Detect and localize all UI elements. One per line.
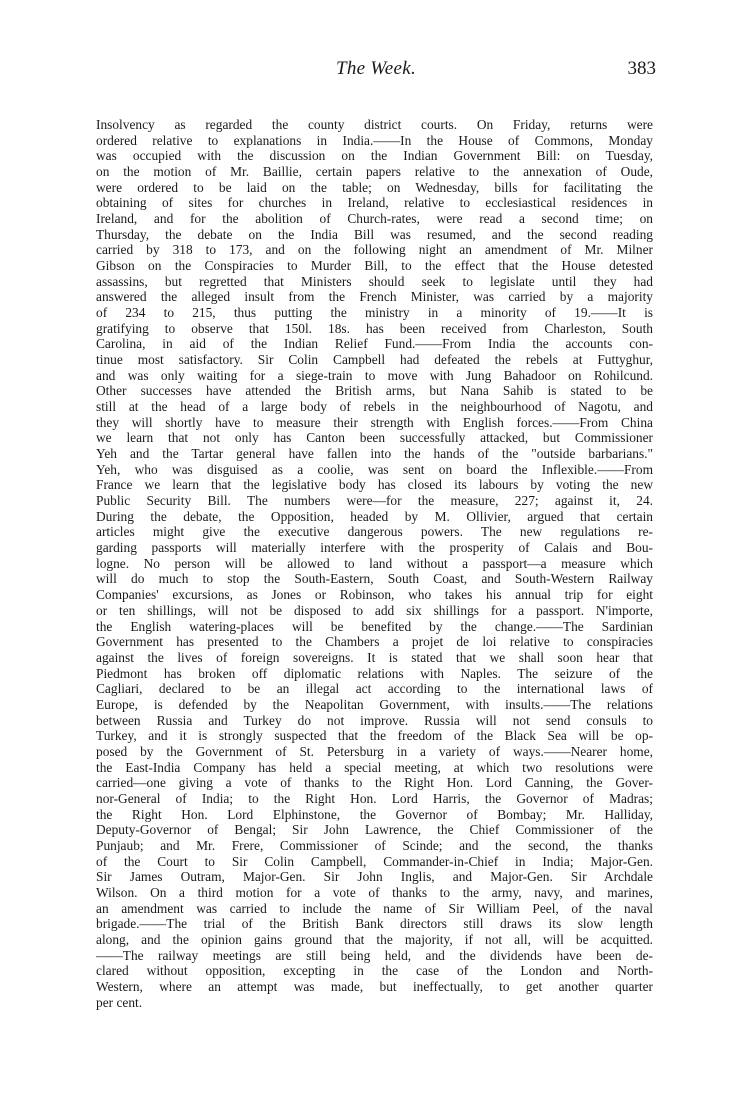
text-line: Deputy-Governor of Bengal; Sir John Lawrence, the Chief Commissioner of the xyxy=(96,822,653,838)
text-line: posed by the Government of St. Petersburg in a variety of ways.——Nearer home, xyxy=(96,743,653,759)
text-line: assassins, but regretted that Ministers should seek to legislate until they had xyxy=(96,273,653,289)
text-line: answered the alleged insult from the French Minister, was carried by a majority xyxy=(96,289,653,305)
text-line: Insolvency as regarded the county district courts. On Friday, returns were xyxy=(96,117,653,132)
text-line: Other successes have attended the British arms, but Nana Sahib is stated to be xyxy=(96,383,653,399)
text-line: gratifying to observe that 150l. 18s. has been received from Charleston, South xyxy=(96,320,653,336)
text-line: and was only waiting for a siege-train to move with Jung Bahadoor on Rohilcund. xyxy=(96,367,653,383)
text-line: articles might give the executive dangerous powers. The new regulations re- xyxy=(96,524,653,540)
text-line: the Right Hon. Lord Elphinstone, the Governor of Bombay; Mr. Halliday, xyxy=(96,806,653,822)
text-line: Government has presented to the Chambers a projet de loi relative to conspiracies xyxy=(96,634,653,650)
text-line: France we learn that the legislative body has closed its labours by voting the new xyxy=(96,477,653,493)
text-line: Wilson. On a third motion for a vote of thanks to the army, navy, and marines, xyxy=(96,884,653,900)
text-line: will do much to stop the South-Eastern, South Coast, and South-Western Railway xyxy=(96,571,653,587)
text-line: of the Court to Sir Colin Campbell, Commander-in-Chief in India; Major-Gen. xyxy=(96,853,653,869)
text-line: an amendment was carried to include the name of Sir William Peel, of the naval xyxy=(96,900,653,916)
text-line: against the lives of foreign sovereigns. It is stated that we shall soon hear that xyxy=(96,649,653,665)
text-line: still at the head of a large body of rebels in the neighbourhood of Nagotu, and xyxy=(96,399,653,415)
text-line: ordered relative to explanations in India.——In the House of Commons, Monday xyxy=(96,132,653,148)
text-line: logne. No person will be allowed to land without a passport—a measure which xyxy=(96,555,653,571)
text-line: Ireland, and for the abolition of Church-rates, were read a second time; on xyxy=(96,211,653,227)
text-line: tinue most satisfactory. Sir Colin Campbell had defeated the rebels at Futtyghur, xyxy=(96,352,653,368)
text-line: Gibson on the Conspiracies to Murder Bill, to the effect that the House detested xyxy=(96,258,653,274)
text-line: Piedmont has broken off diplomatic relations with Naples. The seizure of the xyxy=(96,665,653,681)
text-line: carried—one giving a vote of thanks to the Right Hon. Lord Canning, the Gover- xyxy=(96,775,653,791)
text-line: Yeh, who was disguised as a coolie, was sent on board the Inflexible.——From xyxy=(96,461,653,477)
text-line: on the motion of Mr. Baillie, certain papers relative to the annexation of Oude, xyxy=(96,164,653,180)
text-line: Cagliari, declared to be an illegal act according to the international laws of xyxy=(96,681,653,697)
text-line: Punjaub; and Mr. Frere, Commissioner of Scinde; and the second, the thanks xyxy=(96,837,653,853)
text-line: or ten shillings, will not be disposed to add six shillings for a passport. N'importe, xyxy=(96,602,653,618)
text-line: between Russia and Turkey do not improve. Russia will not send consuls to xyxy=(96,712,653,728)
text-line: of 234 to 215, thus putting the ministry in a minority of 19.——It is xyxy=(96,305,653,321)
text-line: carried by 318 to 173, and on the following night an amendment of Mr. Milner xyxy=(96,242,653,258)
text-line: the East-India Company has held a special meeting, at which two resolutions were xyxy=(96,759,653,775)
text-line: were ordered to be laid on the table; on Wednesday, bills for facilitating the xyxy=(96,179,653,195)
text-line: obtaining of sites for churches in Ireland, relative to ecclesiastical residences in xyxy=(96,195,653,211)
text-line: garding passports will materially interfere with the prosperity of Calais and Bou- xyxy=(96,540,653,556)
text-line: Turkey, and it is strongly suspected that the freedom of the Black Sea will be op- xyxy=(96,728,653,744)
text-line: per cent. xyxy=(96,994,143,1010)
text-line: During the debate, the Opposition, headed by M. Ollivier, argued that certain xyxy=(96,508,653,524)
text-line: Companies' excursions, as Jones or Robinson, who takes his annual trip for eight xyxy=(96,587,653,603)
text-line: we learn that not only has Canton been successfully attacked, but Commissioner xyxy=(96,430,653,446)
text-line: the English watering-places will be benefited by the change.——The Sardinian xyxy=(96,618,653,634)
text-line: they will shortly have to measure their strength with English forces.——From China xyxy=(96,414,653,430)
body-paragraph xyxy=(96,117,653,1010)
text-line: Yeh and the Tartar general have fallen into the hands of the "outside barbarians." xyxy=(96,446,653,462)
page-number: 383 xyxy=(627,58,656,79)
text-line: clared without opposition, excepting in the case of the London and North- xyxy=(96,963,653,979)
text-line: was occupied with the discussion on the Indian Government Bill: on Tuesday, xyxy=(96,148,653,164)
page-header xyxy=(96,58,656,88)
text-line: brigade.——The trial of the British Bank directors still draws its slow length xyxy=(96,916,653,932)
running-title: The Week. xyxy=(335,58,417,79)
text-line: Sir James Outram, Major-Gen. Sir John Inglis, and Major-Gen. Sir Archdale xyxy=(96,869,653,885)
text-line: nor-General of India; to the Right Hon. Lord Harris, the Governor of Madras; xyxy=(96,790,653,806)
text-line: Thursday, the debate on the India Bill was resumed, and the second reading xyxy=(96,226,653,242)
text-line: Public Security Bill. The numbers were—for the measure, 227; against it, 24. xyxy=(96,493,653,509)
text-line: ——The railway meetings are still being held, and the dividends have been de- xyxy=(96,947,653,963)
text-line: Europe, is defended by the Neapolitan Government, with insults.——The relations xyxy=(96,696,653,712)
text-line: along, and the opinion gains ground that the majority, if not all, will be acquitted. xyxy=(96,931,653,947)
text-line: Western, where an attempt was made, but ineffectually, to get another quarter xyxy=(96,978,653,994)
text-line: Carolina, in aid of the Indian Relief Fund.——From India the accounts con- xyxy=(96,336,653,352)
